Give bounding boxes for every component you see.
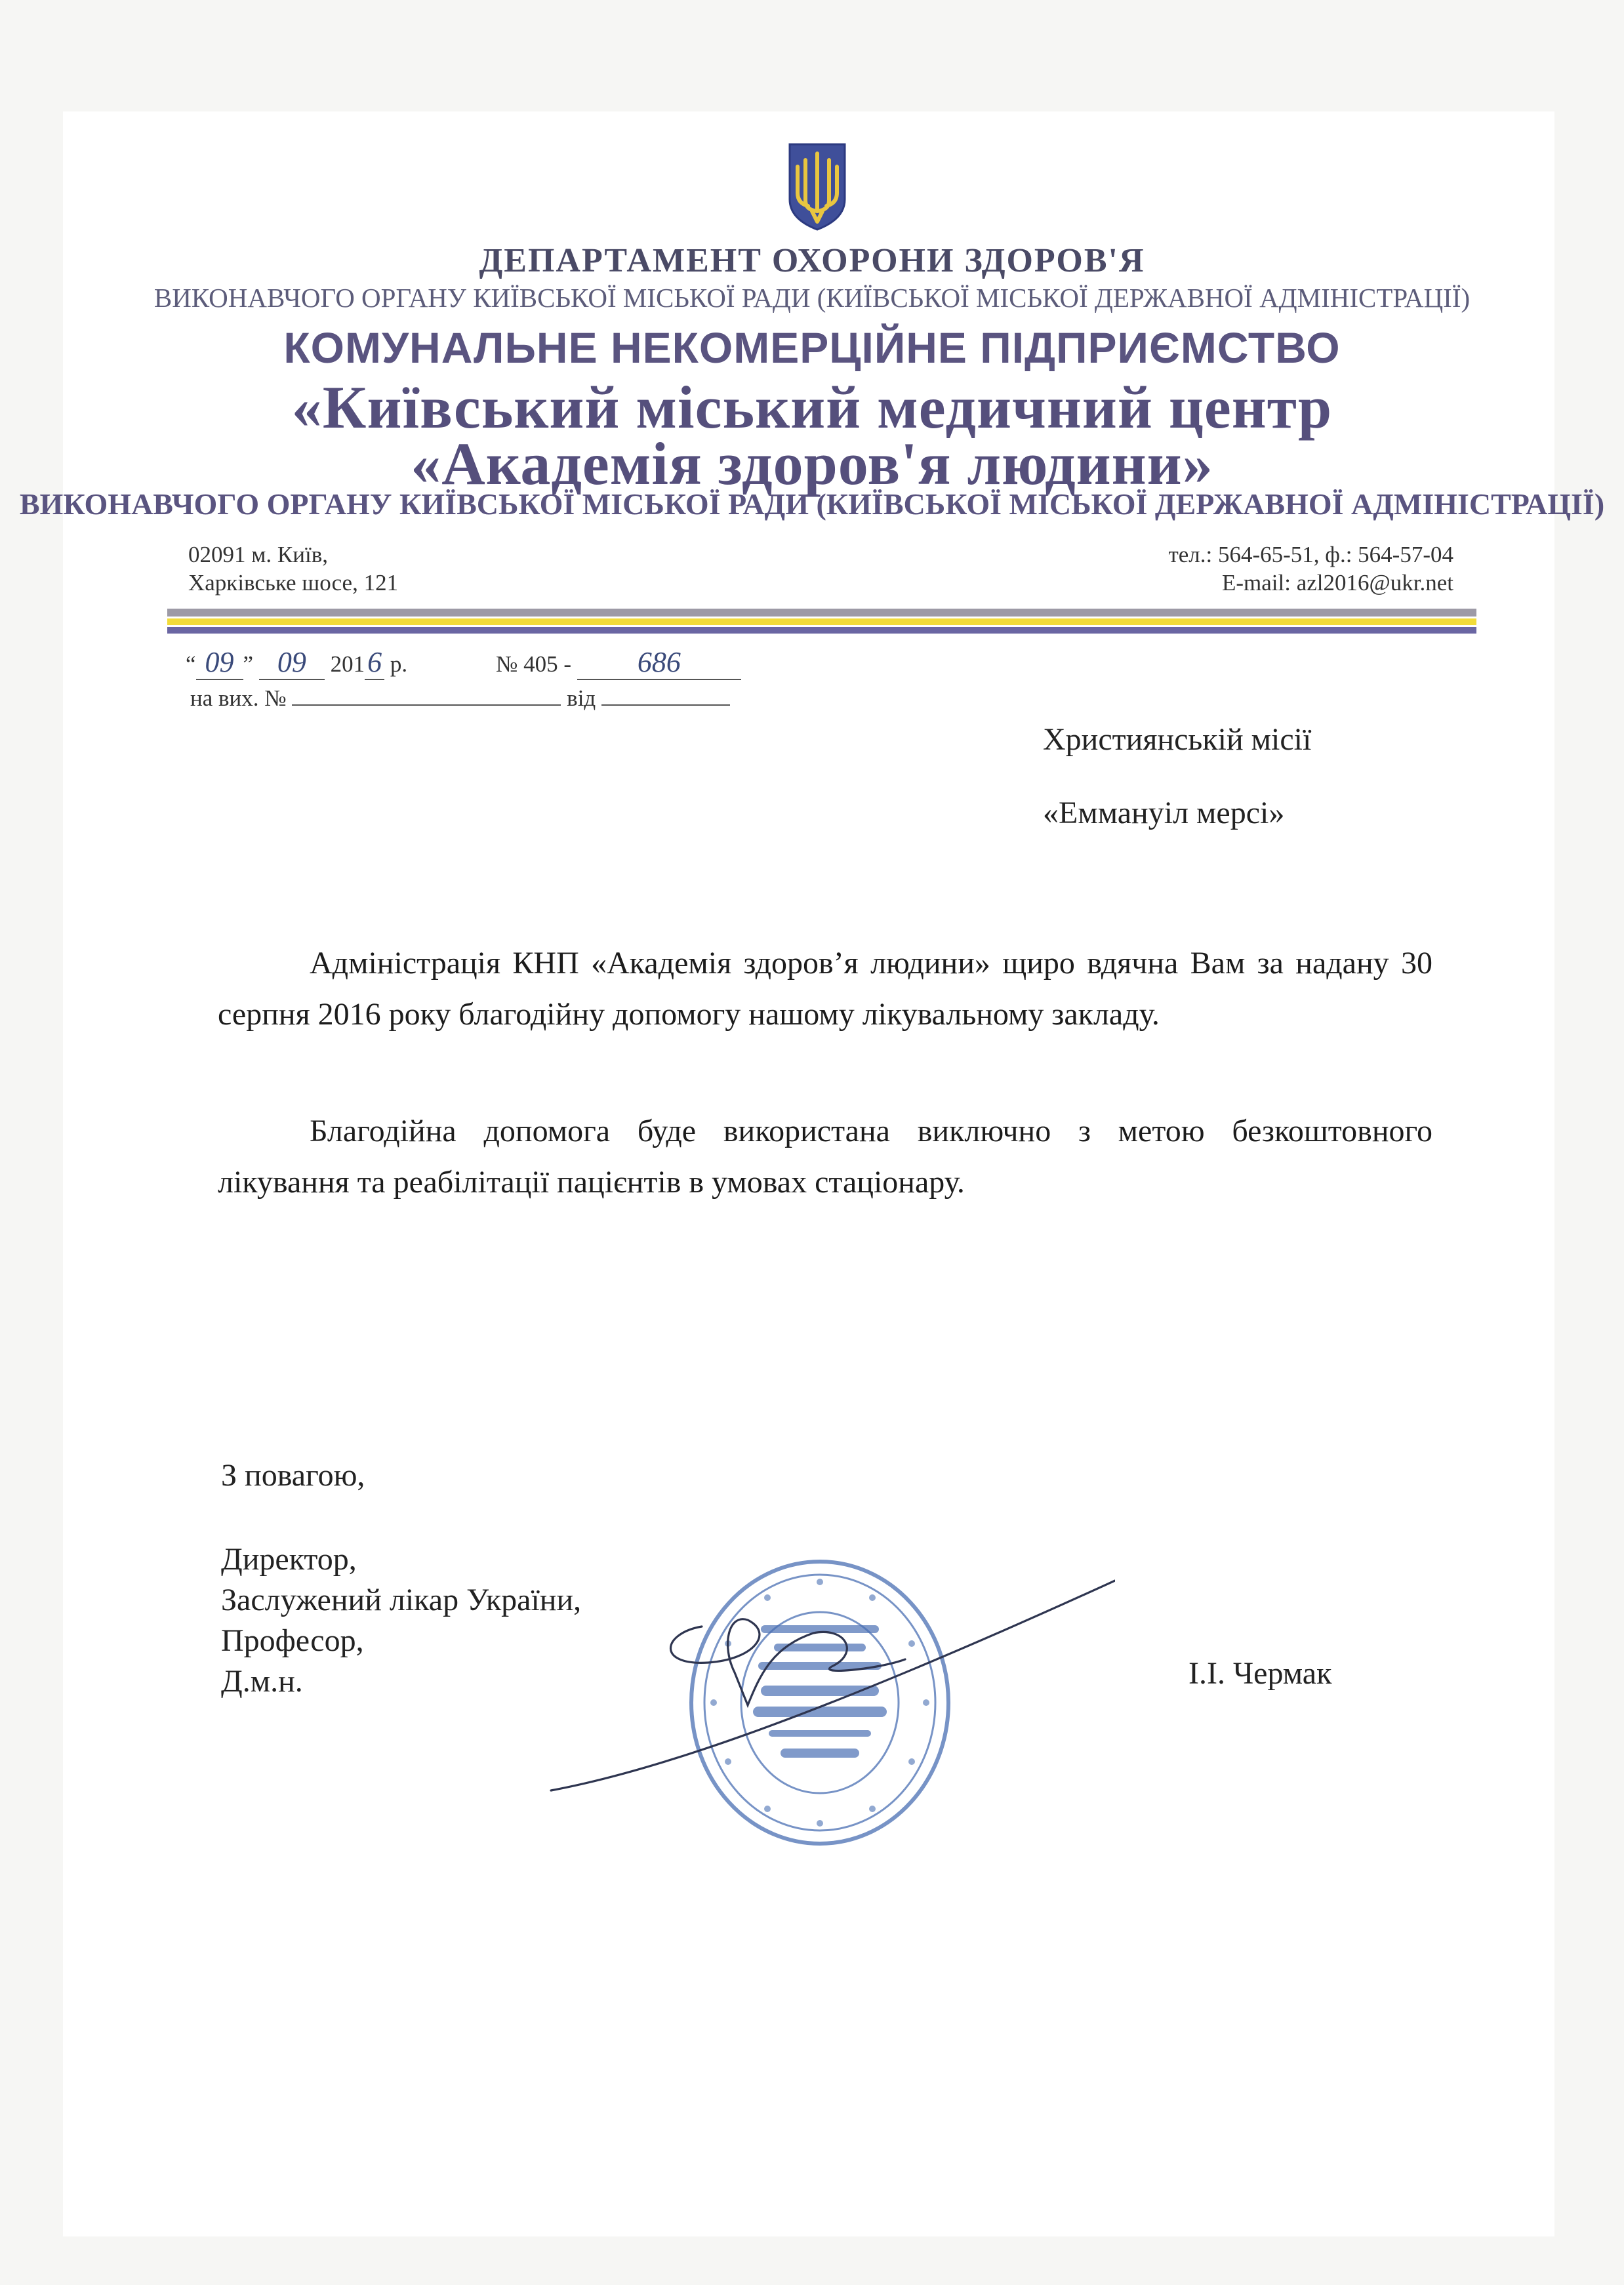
trident-emblem-icon <box>786 140 849 232</box>
institution-name-line-2: «Академія здоров'я людини» <box>411 430 1213 497</box>
header-divider-grey <box>167 609 1476 617</box>
outgoing-number-prefix: № 405 - <box>496 651 572 677</box>
date-day: 09 <box>196 645 243 680</box>
incoming-label: на вих. № <box>190 685 287 711</box>
handwritten-signature <box>538 1554 1115 1804</box>
from-date-blank <box>601 685 730 706</box>
body-paragraph-2: Благодійна допомога буде використана виключно з метою безкоштовного лікування та реабілітації пацієнтів в умовах стаціонару. <box>218 1114 1432 1200</box>
closing-regards: З повагою, <box>221 1458 365 1493</box>
date-year-suffix: р. <box>390 651 408 677</box>
signer-title-2: Заслужений лікар України, <box>221 1583 582 1617</box>
incoming-number-blank <box>292 685 561 706</box>
enterprise-type: КОМУНАЛЬНЕ НЕКОМЕРЦІЙНЕ ПІДПРИЄМСТВО <box>283 323 1341 372</box>
phone-fax-line: тел.: 564-65-51, ф.: 564-57-04 <box>1168 542 1453 567</box>
outgoing-number-line <box>496 645 741 680</box>
body-paragraph-1: Адміністрація КНП «Академія здоров’я людини» щиро вдячна Вам за надану 30 серпня 2016 року благодійну допомогу нашому лікувальному закладу. <box>218 946 1432 1032</box>
signer-title-3: Професор, <box>221 1623 364 1658</box>
email-line[interactable]: E-mail: azl2016@ukr.net <box>1222 570 1453 596</box>
signer-title-4: Д.м.н. <box>221 1664 303 1699</box>
signer-title-1: Директор, <box>221 1542 357 1577</box>
from-label: від <box>567 685 596 711</box>
department-title: ДЕПАРТАМЕНТ ОХОРОНИ ЗДОРОВ'Я <box>479 242 1145 279</box>
header-divider-yellow <box>167 618 1476 625</box>
executive-body-line-1: ВИКОНАВЧОГО ОРГАНУ КИЇВСЬКОЇ МІСЬКОЇ РАДИ (КИЇВСЬКОЇ МІСЬКОЇ ДЕРЖАВНОЇ АДМІНІСТРАЦІЇ) <box>153 283 1471 313</box>
recipient-line-1: Християнській місії <box>1043 722 1312 757</box>
institution-name-line-1: «Київський міський медичний центр <box>291 374 1333 441</box>
date-quote-close: ” <box>243 651 254 677</box>
address-line-2: Харківське шосе, 121 <box>188 570 399 596</box>
outgoing-number-value: 686 <box>577 645 741 680</box>
date-quote-open: “ <box>186 651 196 677</box>
recipient-line-2: «Еммануіл мерсі» <box>1043 796 1285 830</box>
date-year-digit: 6 <box>365 645 384 680</box>
date-year-prefix: 201 <box>330 651 365 677</box>
address-line-1: 02091 м. Київ, <box>188 542 328 567</box>
executive-body-line-2: ВИКОНАВЧОГО ОРГАНУ КИЇВСЬКОЇ МІСЬКОЇ РАДИ (КИЇВСЬКОЇ МІСЬКОЇ ДЕРЖАВНОЇ АДМІНІСТРАЦІЇ) <box>19 487 1605 521</box>
header-divider-blue <box>167 627 1476 634</box>
date-month: 09 <box>259 645 325 680</box>
incoming-number-line <box>190 685 730 712</box>
signatory-name: І.І. Чермак <box>1188 1656 1332 1691</box>
registration-date-line <box>186 645 407 680</box>
